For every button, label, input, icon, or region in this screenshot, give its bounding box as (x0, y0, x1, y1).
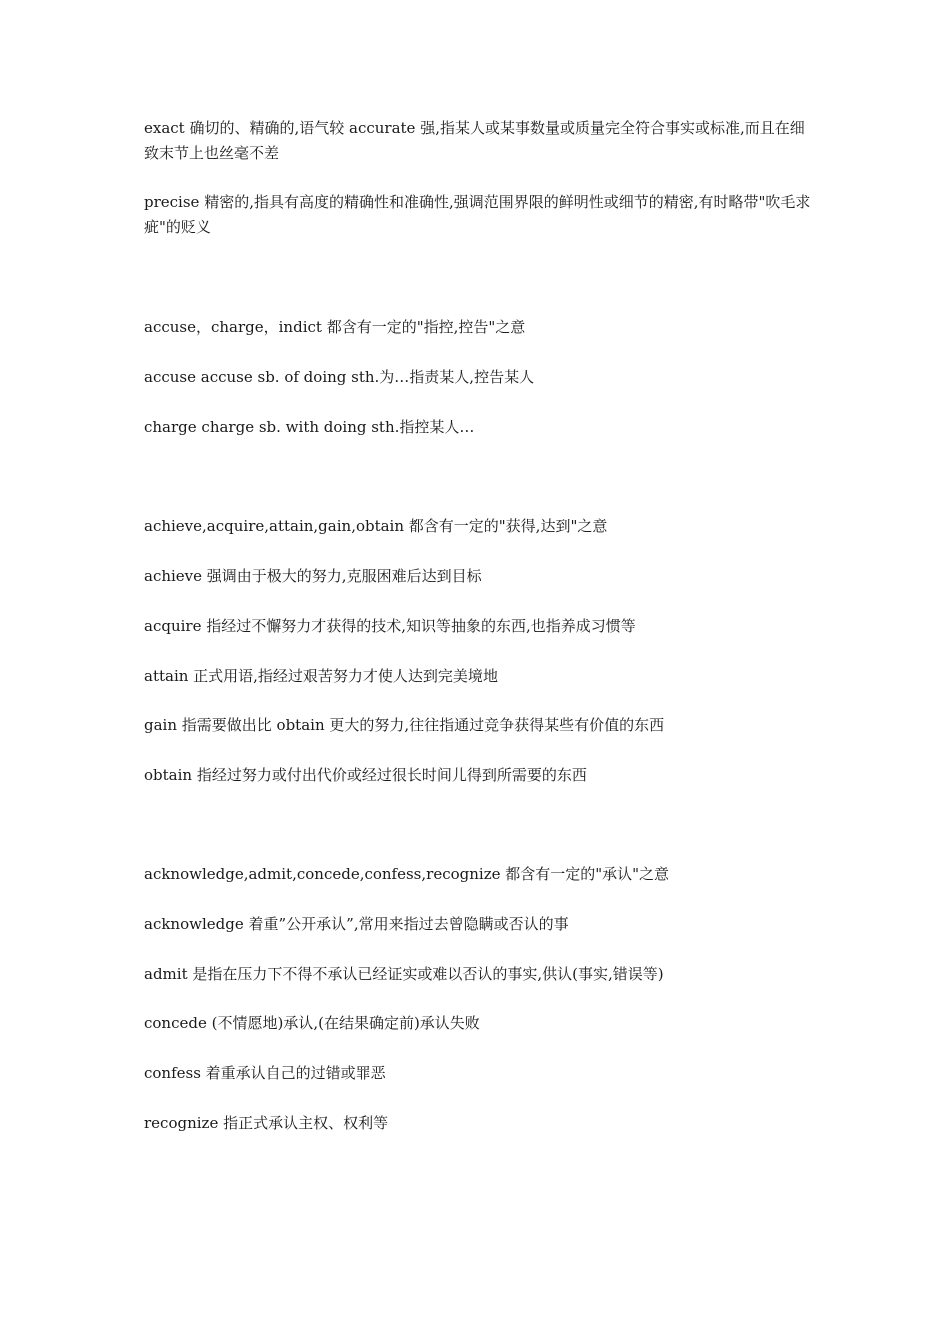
entry-charge: charge charge sb. with doing sth.指控某人… (144, 418, 475, 436)
entry-gain: gain 指需要做出比 obtain 更大的努力,往往指通过竞争获得某些有价值的东西 (144, 716, 665, 734)
group-heading-accuse: accuse，charge，indict 都含有一定的"指控,控告"之意 (144, 318, 526, 336)
entry-confess: confess 着重承认自己的过错或罪恶 (144, 1064, 386, 1082)
entry-exact: exact 确切的、精确的,语气较 accurate 强,指某人或某事数量或质量完全符合事实或标准,而且在细致末节上也丝毫不差 (144, 119, 805, 162)
entry-obtain: obtain 指经过努力或付出代价或经过很长时间儿得到所需要的东西 (144, 766, 587, 784)
group-heading-achieve: achieve,acquire,attain,gain,obtain 都含有一定的"获得,达到"之意 (144, 517, 608, 535)
entry-acquire: acquire 指经过不懈努力才获得的技术,知识等抽象的东西,也指养成习惯等 (144, 617, 636, 635)
group-heading-acknowledge: acknowledge,admit,concede,confess,recognize 都含有一定的"承认"之意 (144, 865, 670, 883)
entry-accuse: accuse accuse sb. of doing sth.为…指责某人,控告某人 (144, 368, 535, 386)
entry-acknowledge: acknowledge 着重”公开承认”,常用来指过去曾隐瞒或否认的事 (144, 915, 569, 933)
entry-admit: admit 是指在压力下不得不承认已经证实或难以否认的事实,供认(事实,错误等) (144, 965, 664, 983)
entry-precise: precise 精密的,指具有高度的精确性和准确性,强调范围界限的鲜明性或细节的精密,有时略带"吹毛求疵"的贬义 (144, 193, 811, 236)
entry-concede: concede (不情愿地)承认,(在结果确定前)承认失败 (144, 1014, 480, 1032)
entry-recognize: recognize 指正式承认主权、权利等 (144, 1114, 389, 1132)
entry-attain: attain 正式用语,指经过艰苦努力才使人达到完美境地 (144, 667, 498, 685)
entry-achieve: achieve 强调由于极大的努力,克服困难后达到目标 (144, 567, 482, 585)
